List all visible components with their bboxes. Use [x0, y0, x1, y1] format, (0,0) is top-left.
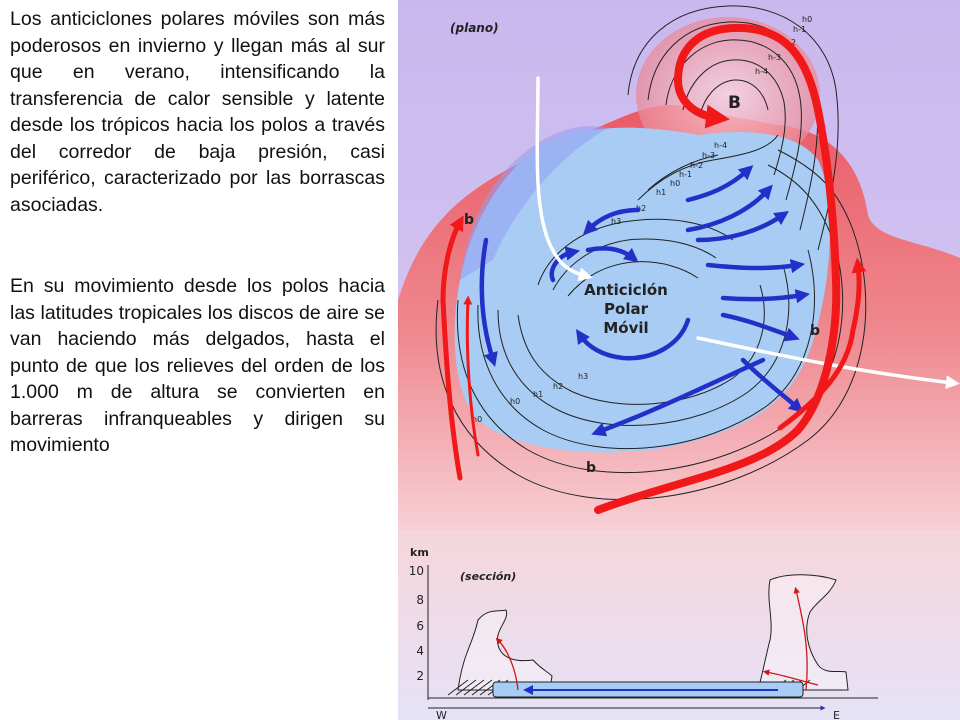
- section-caption: (sección): [460, 570, 517, 583]
- tick-label: 10: [408, 564, 424, 578]
- paragraph-1: Los anticiclones polares móviles son más poderosos en invierno y llegan más al sur que en verano, intensificando la transferencia de calor sensible y latente desde los trópicos hacia los polos a través del corredor de baja presión, casi periférico, caracterizado por las borrascas asociadas.: [10, 8, 385, 216]
- isobar-label: h3: [611, 217, 622, 226]
- axis-unit: km: [410, 546, 429, 559]
- isobar-label: h2: [636, 204, 647, 213]
- tick-label: 4: [416, 644, 424, 658]
- text-column: [10, 6, 385, 459]
- paragraph-2: En su movimiento desde los polos hacia las latitudes tropicales los discos de aire se van haciendo más delgados, hasta el punto de que los relieves del orden de los 1.000 m de altura se convierten en barreras infranqueables y dirigen su movimiento: [10, 275, 385, 456]
- tick-label: 8: [416, 593, 424, 607]
- tick-label: 6: [416, 619, 424, 633]
- isobar-label: h-4: [755, 67, 769, 76]
- low-label-east: b: [810, 323, 821, 339]
- isobar-label: h-2: [783, 38, 797, 47]
- isobar-label: h1: [533, 390, 544, 399]
- low-label-west: b: [464, 212, 475, 228]
- east-label: E: [833, 709, 840, 720]
- isobar-label: h-3: [702, 151, 716, 160]
- big-low-label: B: [728, 93, 741, 113]
- tick-label: 2: [416, 669, 424, 683]
- plan-caption: (plano): [450, 21, 499, 35]
- isobar-label: h0: [670, 179, 681, 188]
- isobar-label: h-1: [679, 170, 693, 179]
- isobar-label: h1: [656, 188, 667, 197]
- figure: [398, 0, 960, 720]
- isobar-label: h-2: [690, 161, 704, 170]
- isobar-label: h-4: [714, 141, 728, 150]
- figure-svg: [398, 0, 960, 720]
- isobar-label: h-1: [793, 25, 807, 34]
- isobar-label: h0: [472, 415, 483, 424]
- low-label-south: b: [586, 460, 597, 476]
- isobar-label: h3: [578, 372, 589, 381]
- isobar-label: h0: [802, 15, 813, 24]
- isobar-label: h-3: [768, 53, 782, 62]
- anticyclone-label-line: Polar: [604, 300, 648, 318]
- anticyclone-label-line: Móvil: [603, 319, 649, 337]
- isobar-label: h2: [553, 382, 564, 391]
- isobar-label: h0: [510, 397, 521, 406]
- west-label: W: [436, 709, 447, 720]
- anticyclone-label-line: Anticiclón: [584, 281, 668, 299]
